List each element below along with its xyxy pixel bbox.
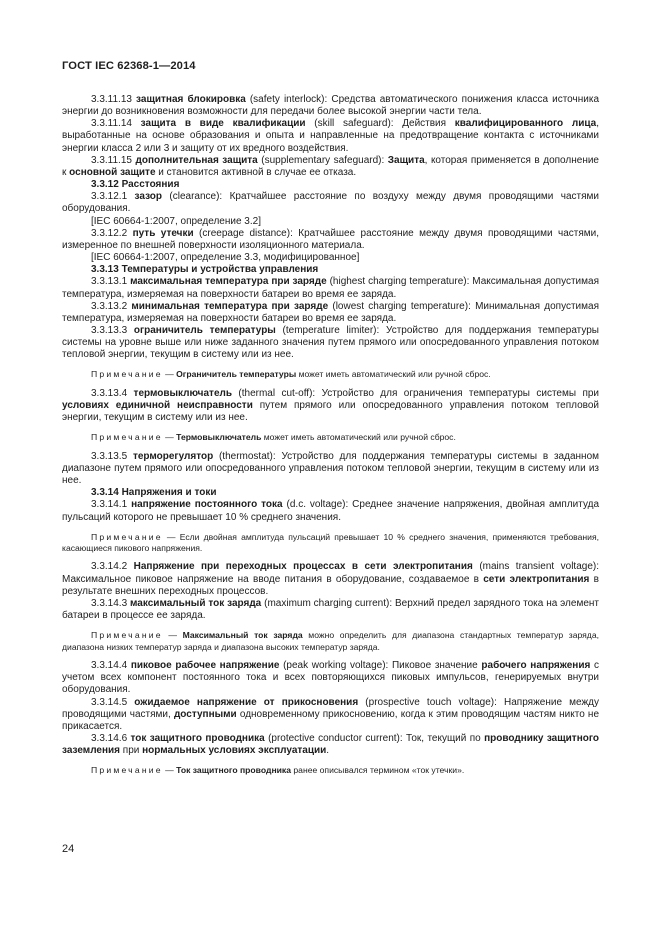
bold-term: квалифицированного лица [454,118,597,130]
text-run: при [120,745,143,757]
text-run: — Если двойная амплитуда пульсаций превышает 10 % среднего значения, применяются требования, касающиеся пикового напряжения. [62,531,599,554]
note-paragraph [62,432,599,443]
text-run: 3.3.13.3 [91,324,134,336]
paragraph [62,325,599,361]
text-run: . [326,745,330,757]
text-run: (clearance): Кратчайшее расстояние по воздуху между двумя проводящими частями оборудования. [62,191,600,215]
text-run: , которая применяется в дополнение к [62,154,599,178]
text-run: 3.3.11.15 [91,154,136,166]
bold-term: зазор [134,191,163,203]
text-run: (creepage distance): Кратчайшее расстояние между двумя проводящими частями, измеренное по внешней поверхности изоляционного материала. [62,227,599,251]
bold-term: Максимальный ток заряда [182,630,303,641]
text-run: (skill safeguard): Действия [305,118,455,130]
bold-term: Ограничитель температуры [176,369,297,380]
text-run: (highest charging temperature): Максимальная допустимая температура, измеряемая на поверхности батареи во время ее заряда. [62,276,599,300]
text-run: , выработанные на основе образования и опыта и направленные на предотвращение контакта с источниками энергии класса 2 или 3 и защиту от их вредного воздействия. [62,118,599,154]
text-run: 3.3.14.1 [91,499,132,511]
paragraph [62,451,599,487]
text-run: ранее описывался термином «ток утечки». [291,765,465,776]
bold-term: термовыключатель [133,387,233,399]
text-run: 3.3.14.6 [91,733,131,744]
text-run: (thermostat): Устройство для поддержания температуры системы в заданном диапазоне путем прямого или опосредованного управления потоком тепловой энергии, текущим в систему или из нее. [62,450,600,487]
paragraph [62,155,599,179]
bold-term: условиях единичной неисправности [62,400,253,411]
paragraph [62,228,599,252]
text-run: 3.3.14.5 [91,696,135,708]
bold-term: Ток защитного проводника [176,765,291,776]
text-run: (supplementary safeguard): [257,154,388,166]
text-run: — [162,630,183,641]
text-run: (peak working voltage): Пиковое значение [279,660,482,672]
bold-term: Термовыключатель [176,432,262,443]
paragraph [62,301,599,325]
paragraph [62,733,599,757]
note-label: Примечание [91,765,163,776]
bold-term: основной защите [69,166,156,178]
paragraph [62,561,599,597]
paragraph [62,264,599,276]
bold-term: ожидаемое напряжение от прикосновения [134,696,359,708]
text-run: — [162,369,177,380]
text-run: (thermal cut-off): Устройство для ограничения температуры системы при [232,387,600,399]
note-paragraph [62,369,599,380]
text-run: (d.c. voltage): Среднее значение напряжения, двойная амплитуда пульсаций которого не превышает 10 % среднего значения. [62,499,600,523]
text-run: (mains transient voltage): Максимальное пиковое напряжение на вводе питания в оборудование, создаваемое в [62,561,599,585]
text-run: (maximum charging current): Верхний предел зарядного тока на элемент батареи в процессе ее заряда. [62,597,599,622]
paragraph [62,252,599,264]
paragraph [62,598,599,622]
text-run: 3.3.13.1 [91,276,131,288]
text-run: 3.3.14.2 [91,561,134,573]
text-run: 3.3.12.2 [91,227,133,239]
paragraph [62,216,599,228]
bold-term: ограничитель температуры [133,324,276,336]
text-run: (lowest charging temperature): Минимальная допустимая температура, измеряемая на поверхности батареи во время ее заряда. [62,300,599,324]
text-run: 3.3.13.4 [91,387,134,399]
text-run: (temperature limiter): Устройство для поддержания температуры системы на уровне выше или ниже заданного значения путем прямого или опосредованного управления потоком тепловой энергии, текущим в систему или из нее. [62,324,599,361]
paragraph [62,499,599,523]
text-run: одновременному прикосновению, когда к этим проводящим частям никто не прикасается. [62,708,600,732]
note-label: Примечание [91,432,163,443]
text-run: 3.3.14.4 [91,660,131,672]
bold-term: 3.3.13 Температуры и устройства управления [91,264,319,276]
text-run: и становится активной в случае ее отказа. [155,166,357,178]
bold-term: защитная блокировка [136,94,246,105]
bold-term: Защита [387,154,425,166]
text-run: может иметь автоматический или ручной сброс. [261,432,456,443]
page-number: 24 [62,843,75,855]
text-run: 3.3.13.2 [91,300,132,312]
text-run: 3.3.11.13 [91,94,137,105]
bold-term: дополнительная защита [135,154,258,166]
text-run: — [162,765,177,776]
bold-term: доступными [173,708,237,720]
paragraph [62,179,599,191]
text-run: (protective conductor current): Ток, текущий по [264,733,485,744]
text-run: 3.3.11.14 [91,118,141,130]
paragraph [62,276,599,300]
note-label: Примечание [91,630,163,641]
paragraph [62,191,599,215]
bold-term: 3.3.14 Напряжения и токи [91,487,217,499]
text-run: (safety interlock): Средства автоматического понижения класса источника энергии до возникновения возможности для передачи более высокой энергии части тела. [62,94,600,118]
bold-term: напряжение постоянного тока [131,499,283,511]
bold-term: минимальная температура при заряде [131,300,329,312]
note-paragraph [62,532,599,555]
bold-term: максимальный ток заряда [130,597,262,609]
bold-term: 3.3.12 Расстояния [91,179,180,191]
document-body [62,94,599,784]
paragraph [62,487,599,499]
note-paragraph [62,630,599,653]
text-run: можно определить для диапазона стандартных температур заряда, диапазона низких температур заряда и диапазона высоких температур заряда. [62,630,599,652]
bold-term: рабочего напряжения [481,660,591,672]
document-header: ГОСТ IEC 62368-1—2014 [62,60,196,72]
bold-term: проводнику защитного заземления [62,733,599,757]
paragraph [62,388,599,424]
paragraph [62,94,599,118]
bold-term: нормальных условиях эксплуатации [142,745,327,757]
note-label: Примечание [91,531,163,542]
text-run: путем прямого или опосредованного управления потоком тепловой энергии, текущим в систему или из нее. [62,400,599,424]
paragraph [62,697,599,733]
text-run: 3.3.13.5 [91,450,133,462]
text-run: может иметь автоматический или ручной сброс. [296,369,491,380]
text-run: в результате внешних переходных процессов. [62,573,599,597]
text-run: 3.3.14.3 [91,597,131,609]
bold-term: защита в виде квалификации [140,118,306,130]
text-run: с учетом всех компонент постоянного тока и всех повторяющихся пиковых импульсов, генерируемых внутри оборудования. [62,660,599,696]
bold-term: терморегулятор [132,450,214,462]
bold-term: пиковое рабочее напряжение [130,660,280,672]
note-label: Примечание [91,369,163,380]
bold-term: Напряжение при переходных процессах в сети электропитания [133,561,473,573]
bold-term: сети электропитания [483,573,590,585]
text-run: [IEC 60664-1:2007, определение 3.3, модифицированное] [91,252,360,264]
text-run: (prospective touch voltage): Напряжение между проводящими частями, [62,696,599,720]
bold-term: максимальная температура при заряде [130,276,327,288]
bold-term: путь утечки [132,227,194,239]
paragraph [62,660,599,696]
bold-term: ток защитного проводника [130,733,265,744]
note-paragraph [62,765,599,776]
text-run: [IEC 60664-1:2007, определение 3.2] [91,215,261,227]
text-run: 3.3.12.1 [91,191,135,203]
paragraph [62,118,599,154]
text-run: — [162,432,177,443]
